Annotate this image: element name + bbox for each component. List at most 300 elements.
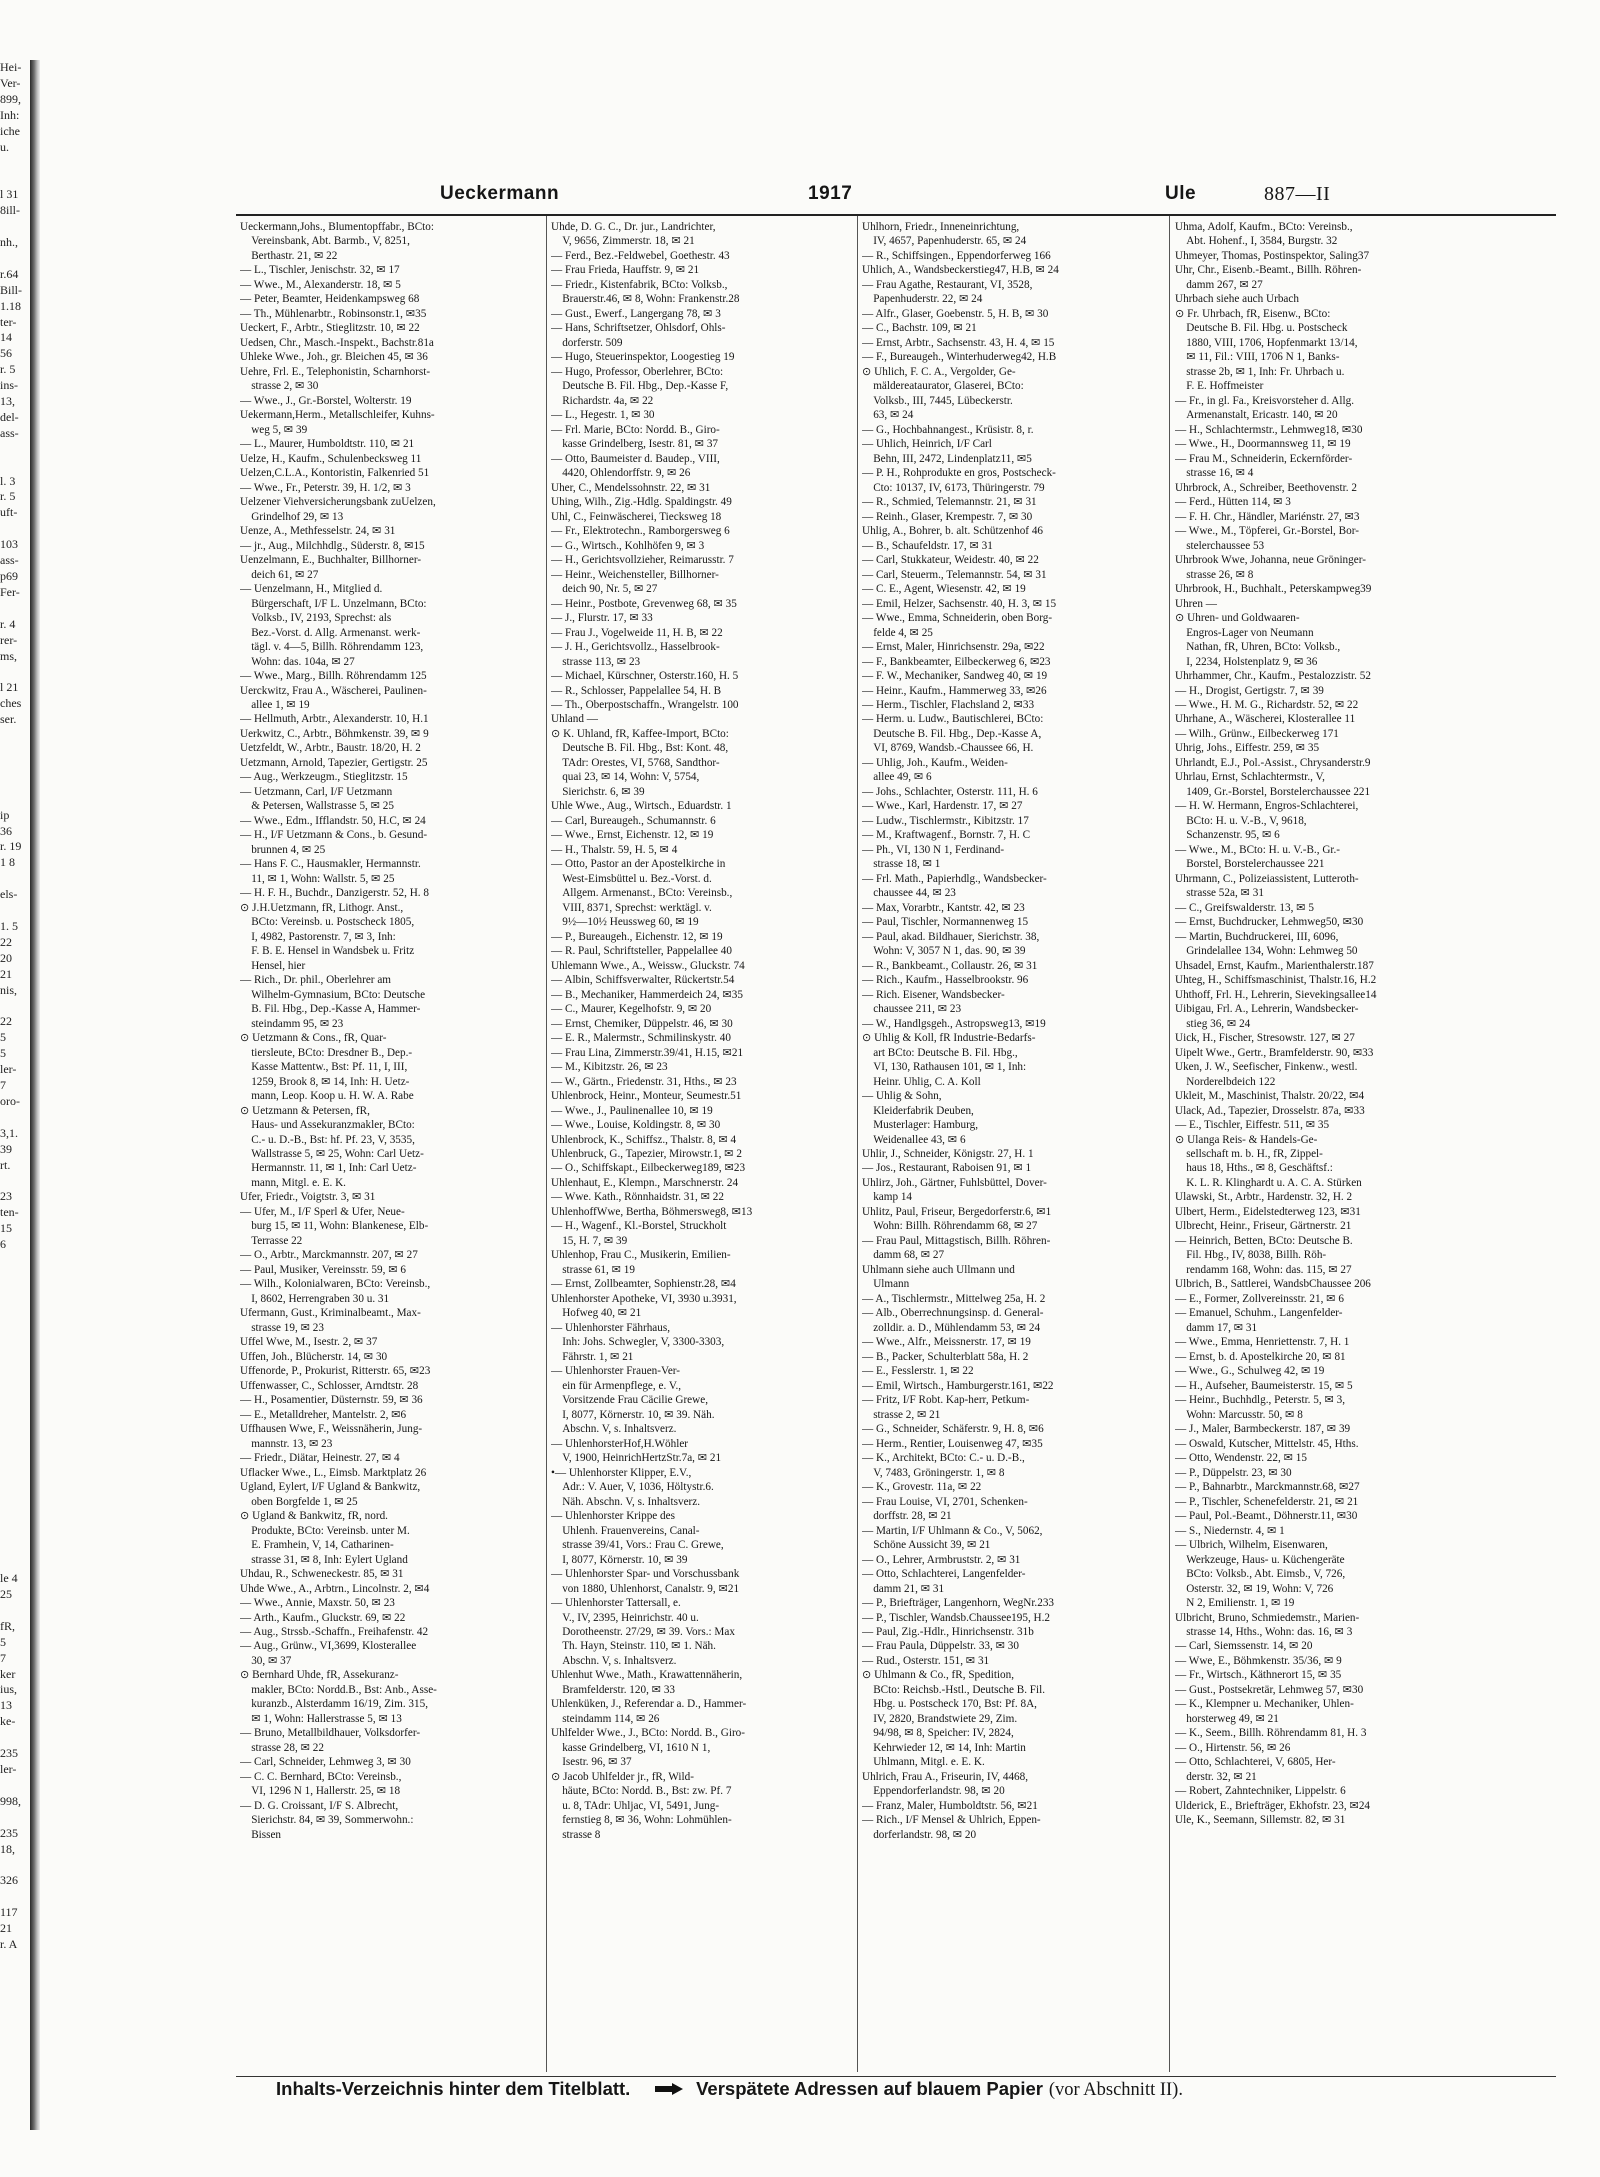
entry-continuation-line: Abschn. V, s. Inhaltsverz.	[551, 1423, 677, 1436]
entry-continuation-line: Bramfelderstr. 120, ✉ 33	[551, 1683, 676, 1696]
remnant-text-fragment: 23	[0, 1189, 12, 1204]
remnant-text-fragment	[0, 728, 30, 744]
entry-continuation-line: fernstieg 8, ✉ 36, Wohn: Lohmühlen-	[551, 1814, 732, 1827]
entry-continuation-line: stieg 36, ✉ 24	[1175, 1017, 1251, 1030]
directory-entry-line: — G., Schneider, Schäferstr. 9, H. 8, ✉6	[862, 1423, 1044, 1436]
remnant-text-fragment	[0, 251, 30, 267]
remnant-text-fragment: l. 3	[0, 473, 16, 488]
remnant-text-fragment: r. 19	[0, 839, 22, 854]
remnant-text-fragment	[0, 1317, 30, 1333]
directory-entry-line: Uibigau, Frl. A., Lehrerin, Wandsbecker-	[1175, 1003, 1359, 1016]
entry-continuation-line: 30, ✉ 37	[240, 1654, 292, 1667]
directory-entry-line: Uhrhane, A., Wäscherei, Klosterallee 11	[1175, 713, 1356, 726]
remnant-text-fragment: ler-	[0, 1062, 17, 1077]
directory-entry-line: Uhlrich, Frau A., Friseurin, IV, 4468,	[862, 1770, 1029, 1783]
directory-entry-line: — Paul, Tischler, Normannenweg 15	[862, 916, 1029, 929]
remnant-text-fragment: 103	[0, 537, 18, 552]
entry-continuation-line: strasse 2, ✉ 30	[240, 380, 319, 393]
remnant-text-fragment: ler-	[0, 1761, 17, 1776]
directory-entry-line: — Wwe., Louise, Koldingstr. 8, ✉ 30	[551, 1119, 721, 1132]
directory-entry-line: — E., Fesslerstr. 1, ✉ 22	[862, 1365, 974, 1378]
remnant-text-fragment: 1.18	[0, 298, 21, 313]
directory-entry-line: ⊙ Ugland & Bankwitz, fR, nord.	[240, 1510, 388, 1523]
remnant-text-fragment: ip	[0, 807, 10, 822]
directory-entry-line: — C. C. Bernhard, BCto: Vereinsb.,	[240, 1770, 402, 1783]
remnant-text-fragment	[0, 1396, 30, 1412]
directory-entry-line: — Fr., Wirtsch., Käthnerort 15, ✉ 35	[1175, 1669, 1342, 1682]
remnant-text-fragment: 7	[0, 1078, 6, 1092]
directory-entry-line: — Herm., Tischler, Flachsland 2, ✉33	[862, 698, 1035, 711]
remnant-text-fragment: del-	[0, 409, 19, 424]
directory-entry-line: Ulbricht, Bruno, Schmiedemstr., Marien-	[1175, 1611, 1360, 1624]
directory-entry-line: ⊙ Uhlmann & Co., fR, Spedition,	[862, 1669, 1015, 1682]
entry-continuation-line: Berthastr. 21, ✉ 22	[240, 249, 338, 262]
entry-continuation-line: Brauerstr.46, ✉ 8, Wohn: Frankenstr.28	[551, 293, 740, 306]
remnant-text-fragment: 22	[0, 934, 12, 949]
entry-continuation-line: strasse 19, ✉ 23	[240, 1321, 324, 1334]
remnant-text-fragment: 1 8	[0, 855, 15, 870]
entry-continuation-line: Hensel, hier	[240, 959, 306, 972]
footer-notice	[276, 2078, 1576, 2106]
directory-entry-line: — Ernst, b. d. Apostelkirche 20, ✉ 81	[1175, 1350, 1346, 1363]
directory-entry-line: — P., Bahnarbtr., Marckmannstr.68, ✉27	[1175, 1481, 1360, 1494]
entry-continuation-line: deich 61, ✉ 27	[240, 568, 319, 581]
directory-entry-line: — K., Architekt, BCto: C.- u. D.-B.,	[862, 1452, 1025, 1465]
directory-entry-line: Uffen, Joh., Blücherstr. 14, ✉ 30	[240, 1350, 388, 1363]
entry-continuation-line: BCto: Volksb., Abt. Eimsb., V, 726,	[1175, 1568, 1346, 1581]
entry-continuation-line: 9½—10½ Heussweg 60, ✉ 19	[551, 916, 699, 929]
remnant-text-fragment: 22	[0, 1014, 12, 1029]
directory-entry-line: Uhren —	[1175, 597, 1217, 610]
entry-continuation-line: chaussee 211, ✉ 23	[862, 1003, 962, 1016]
directory-entry-line: — Johs., Schlachter, Osterstr. 111, H. 6	[862, 785, 1038, 798]
directory-entry-line: — Aug., Grünw., VI,3699, Klosterallee	[240, 1640, 417, 1653]
directory-entry-line: — P., Tischler, Schenefelderstr. 21, ✉ 21	[1175, 1495, 1359, 1508]
directory-entry-line: — Arth., Kaufm., Gluckstr. 69, ✉ 22	[240, 1611, 406, 1624]
directory-entry-line: — W., Gärtn., Friedenstr. 31, Hths., ✉ 23	[551, 1075, 737, 1088]
directory-entry-line: Ulderick, E., Briefträger, Ekhofstr. 23, ✉24	[1175, 1799, 1371, 1812]
directory-entry-line: ⊙ Bernhard Uhde, fR, Assekuranz-	[240, 1669, 399, 1682]
directory-entry-line: — Ufer, M., I/F Sperl & Ufer, Neue-	[240, 1205, 405, 1218]
directory-entry-line: — Frau Paula, Düppelstr. 33, ✉ 30	[862, 1640, 1019, 1653]
directory-entry-line: — Frau J., Vogelweide 11, H. B, ✉ 22	[551, 626, 723, 639]
directory-entry-line: — Wwe., H., Doormannsweg 11, ✉ 19	[1175, 438, 1351, 451]
remnant-text-fragment: 998,	[0, 1793, 21, 1808]
directory-entry-line: — B., Schaufeldstr. 17, ✉ 31	[862, 539, 993, 552]
entry-continuation-line: tiersleute, BCto: Dresdner B., Dep.-	[240, 1046, 413, 1059]
remnant-text-fragment: r. A	[0, 1936, 18, 1951]
entry-continuation-line: I, 8602, Herrengraben 30 u. 31	[240, 1292, 390, 1305]
directory-entry-line: — Wwe., Emma, Henriettenstr. 7, H. 1	[1175, 1336, 1350, 1349]
directory-entry-line: Ueckermann,Johs., Blumentopffabr., BCto:	[240, 221, 434, 233]
directory-entry-line: Uenzelmann, E., Buchhalter, Billhorner-	[240, 554, 422, 567]
entry-continuation-line: Inh: Johs. Schwegler, V, 3300-3303,	[551, 1336, 725, 1349]
remnant-text-fragment	[0, 1412, 30, 1428]
page-gutter	[30, 60, 40, 2130]
directory-entry-line: — Aug., Werkzeugm., Stieglitzstr. 15	[240, 771, 408, 784]
directory-entry-line: Uhrmann, C., Polizeiassistent, Lutteroth-	[1175, 872, 1359, 885]
entry-continuation-line: ein für Armenpflege, e. V.,	[551, 1379, 682, 1392]
directory-entry-line: — Th., Mühlenarbtr., Robinsonstr.1, ✉35	[240, 307, 427, 320]
directory-entry-line: Uhl, C., Feinwäscherei, Tiecksweg 18	[551, 510, 722, 523]
directory-entry-line: Uhlmann siehe auch Ullmann und	[862, 1263, 1015, 1276]
directory-entry-line: Ulbrich, B., Sattlerei, WandsbChaussee 206	[1175, 1278, 1371, 1291]
entry-continuation-line: Bürgerschaft, I/F L. Unzelmann, BCto:	[240, 597, 427, 610]
directory-entry-line: — O., Hirtenstr. 56, ✉ 26	[1175, 1741, 1291, 1754]
entry-continuation-line: haus 18, Hths., ✉ 8, Geschäftsf.:	[1175, 1162, 1333, 1175]
directory-entry-line: — C., Bachstr. 109, ✉ 21	[862, 322, 977, 335]
directory-entry-line: Uhde Wwe., A., Arbtrn., Lincolnstr. 2, ✉4	[240, 1582, 430, 1595]
directory-entry-line: — Wwe., Fr., Peterstr. 39, H. 1/2, ✉ 3	[240, 481, 411, 494]
directory-entry-line: Uhland —	[551, 713, 598, 726]
remnant-text-fragment: ke-	[0, 1714, 16, 1729]
remnant-text-fragment: oro-	[0, 1093, 20, 1108]
directory-entry-line: — R., Schmied, Telemannstr. 21, ✉ 31	[862, 496, 1037, 509]
directory-entry-line: — R. Paul, Schriftsteller, Pappelallee 40	[551, 945, 732, 958]
directory-entry-line: — Wwe., Marg., Billh. Röhrendamm 125	[240, 670, 427, 683]
directory-entry-line: — Fritz, I/F Robt. Kap-herr, Petkum-	[862, 1394, 1030, 1407]
directory-entry-line: — Ernst, Chemiker, Düppelstr. 46, ✉ 30	[551, 1017, 733, 1030]
directory-entry-line: — Wwe., J., Gr.-Borstel, Wolterstr. 19	[240, 394, 412, 407]
directory-entry-line: — D. G. Croissant, I/F S. Albrecht,	[240, 1799, 399, 1812]
remnant-text-fragment: ter-	[0, 314, 17, 329]
directory-entry-line: — Friedr., Diätar, Heinestr. 27, ✉ 4	[240, 1452, 400, 1465]
column-divider	[546, 216, 547, 2072]
remnant-text-fragment: 20	[0, 950, 12, 965]
directory-entry-line: Uhlitz, Paul, Friseur, Bergedorferstr.6, ✉1	[862, 1205, 1052, 1218]
directory-entry-line: — L., Maurer, Humboldtstr. 110, ✉ 21	[240, 438, 415, 451]
directory-entry-line: — P., Tischler, Wandsb.Chaussee195, H.2	[862, 1611, 1051, 1624]
directory-entry-line: Uhrlandt, E.J., Pol.-Assist., Chrysanderstr.9	[1175, 756, 1371, 769]
entry-continuation-line: strasse 14, Hths., Wohn: das. 16, ✉ 3	[1175, 1625, 1353, 1638]
directory-entry-line: — Rich., Dr. phil., Oberlehrer am	[240, 974, 391, 987]
directory-entry-line: — C. E., Agent, Wiesenstr. 42, ✉ 19	[862, 583, 1026, 596]
directory-entry-line: — Paul, akad. Bildhauer, Sierichstr. 38,	[862, 930, 1040, 943]
directory-entry-line: Uhrlau, Ernst, Schlachtermstr., V,	[1175, 771, 1325, 784]
directory-entry-line: Uffel Wwe, M., Isestr. 2, ✉ 37	[240, 1336, 378, 1349]
remnant-text-fragment	[0, 1730, 30, 1746]
directory-entry-line: Uhlenhaut, E., Klempn., Marschnerstr. 24	[551, 1176, 739, 1189]
entry-continuation-line: kamp 14	[862, 1191, 913, 1204]
directory-entry-line: — H., Posamentier, Düsternstr. 59, ✉ 36	[240, 1394, 423, 1407]
footer-index-note: Inhalts-Verzeichnis hinter dem Titelblatt.	[276, 2078, 631, 2099]
directory-entry-line: — B., Packer, Schulterblatt 58a, H. 2	[862, 1350, 1029, 1363]
entry-continuation-line: strasse 31, ✉ 8, Inh: Eylert Ugland	[240, 1553, 408, 1566]
remnant-text-fragment	[0, 998, 30, 1014]
directory-entry-line: — M., Kibitzstr. 26, ✉ 23	[551, 1061, 668, 1074]
remnant-text-fragment: Inh:	[0, 107, 20, 122]
remnant-text-fragment	[0, 601, 30, 617]
directory-entry-line: — G., Hochbahnangest., Krüsistr. 8, r.	[862, 423, 1034, 436]
remnant-text-fragment	[0, 1428, 30, 1444]
directory-entry-line: — Bruno, Metallbildhauer, Volksdorfer-	[240, 1727, 421, 1740]
entry-continuation-line: Allgem. Armenanst., BCto: Vereinsb.,	[551, 887, 733, 900]
entry-continuation-line: VI, 1296 N 1, Hallerstr. 25, ✉ 18	[240, 1785, 401, 1798]
remnant-text-fragment	[0, 1810, 30, 1826]
remnant-text-fragment	[0, 1348, 30, 1364]
entry-continuation-line: Sierichstr. 84, ✉ 39, Sommerwohn.:	[240, 1814, 414, 1827]
entry-continuation-line: 1259, Brook 8, ✉ 14, Inh: H. Uetz-	[240, 1075, 410, 1088]
entry-continuation-line: derstr. 32, ✉ 21	[1175, 1770, 1257, 1783]
directory-entry-line: Ufermann, Gust., Kriminalbeamt., Max-	[240, 1307, 421, 1320]
directory-entry-line: — F. W., Mechaniker, Sandweg 40, ✉ 19	[862, 670, 1048, 683]
remnant-text-fragment	[0, 1523, 30, 1539]
remnant-text-fragment	[0, 871, 30, 887]
entry-continuation-line: kuranzb., Alsterdamm 16/19, Zim. 315,	[240, 1698, 428, 1711]
directory-entry-line: — UhlenhorsterHof,H.Wöhler	[551, 1437, 689, 1450]
entry-continuation-line: strasse 39/41, Vors.: Frau C. Grewe,	[551, 1539, 724, 1552]
remnant-text-fragment	[0, 744, 30, 760]
directory-entry-line: — Paul, Musiker, Vereinsstr. 59, ✉ 6	[240, 1263, 406, 1276]
remnant-text-fragment: r. 5	[0, 489, 16, 504]
directory-entry-line: — Fr., Elektrotechn., Ramborgersweg 6	[551, 525, 730, 538]
directory-entry-line: — Otto, Wendenstr. 22, ✉ 15	[1175, 1452, 1307, 1465]
remnant-text-fragment	[0, 1380, 30, 1396]
entry-continuation-line: Weidenallee 43, ✉ 6	[862, 1133, 966, 1146]
entry-continuation-line: V, 9656, Zimmerstr. 18, ✉ 21	[551, 235, 695, 248]
entry-continuation-line: Hofweg 40, ✉ 21	[551, 1307, 642, 1320]
directory-entry-line: Uhlenbruck, G., Tapezier, Mirowstr.1, ✉ 2	[551, 1148, 742, 1160]
remnant-text-fragment	[0, 1603, 30, 1619]
directory-entry-line: — P., Düppelstr. 23, ✉ 30	[1175, 1466, 1292, 1479]
remnant-text-fragment	[0, 1364, 30, 1380]
directory-entry-line: — Frau Frieda, Hauffstr. 9, ✉ 21	[551, 264, 700, 277]
entry-continuation-line: Richardstr. 4a, ✉ 22	[551, 394, 654, 407]
entry-continuation-line: Borstel, Borstelerchaussee 221	[1175, 858, 1325, 871]
directory-entry-line: Uhlenbrock, K., Schiffsz., Thalstr. 8, ✉ 4	[551, 1133, 737, 1146]
remnant-text-fragment: u.	[0, 139, 9, 154]
directory-entry-line: — J., Flurstr. 17, ✉ 33	[551, 612, 653, 625]
directory-entry-line: Uhlig, A., Bohrer, b. alt. Schützenhof 46	[862, 525, 1044, 538]
entry-continuation-line: mann, Leop. Koop u. H. W. A. Rabe	[240, 1090, 414, 1103]
directory-entry-line: — Ernst, Arbtr., Sachsenstr. 43, H. 4, ✉ 15	[862, 336, 1055, 349]
remnant-text-fragment	[0, 1539, 30, 1555]
directory-entry-line: Uelzen,C.L.A., Kontoristin, Falkenried 51	[240, 467, 430, 480]
directory-entry-line: — J., Maler, Barmbeckerstr. 187, ✉ 39	[1175, 1423, 1351, 1436]
directory-entry-line: — Wilh., Grünw., Eilbeckerweg 171	[1175, 727, 1339, 740]
remnant-text-fragment: Fer-	[0, 584, 20, 599]
entry-continuation-line: Kleiderfabrik Deuben,	[862, 1104, 974, 1117]
remnant-text-fragment: 899,	[0, 91, 21, 106]
directory-entry-line: — Paul, Pol.-Beamt., Döhnerstr.11, ✉30	[1175, 1510, 1358, 1523]
directory-entry-line: Ueckert, F., Arbtr., Stieglitzstr. 10, ✉ 22	[240, 322, 420, 335]
entry-continuation-line: dorferlandstr. 98, ✉ 20	[862, 1828, 977, 1841]
directory-column-1	[240, 220, 540, 2075]
remnant-text-fragment	[0, 1444, 30, 1460]
entry-continuation-line: zolldir. a. D., Mühlendamm 53, ✉ 24	[862, 1321, 1041, 1334]
entry-continuation-line: oben Borgfelde 1, ✉ 25	[240, 1495, 358, 1508]
directory-entry-line: Ulbrecht, Heinr., Friseur, Gärtnerstr. 21	[1175, 1220, 1352, 1233]
directory-entry-line: — Martin, I/F Uhlmann & Co., V, 5062,	[862, 1524, 1043, 1537]
entry-continuation-line: Deutsche B. Fil. Hbg., Dep.-Kasse F,	[551, 380, 729, 393]
directory-entry-line: Uetzfeldt, W., Arbtr., Baustr. 18/20, H. 2	[240, 742, 421, 755]
directory-entry-line: Uhlenhop, Frau C., Musikerin, Emilien-	[551, 1249, 731, 1262]
remnant-text-fragment: 8ill-	[0, 203, 20, 218]
header-year: 1917	[808, 183, 853, 204]
directory-entry-line: — H., Gerichtsvollzieher, Reimarusstr. 7	[551, 554, 734, 567]
directory-entry-line: — Herm. u. Ludw., Bautischlerei, BCto:	[862, 713, 1044, 726]
directory-entry-line: Uhmeyer, Thomas, Postinspektor, Saling37	[1175, 249, 1370, 262]
directory-entry-line: — Ferd., Bez.-Feldwebel, Goethestr. 43	[551, 249, 730, 262]
directory-entry-line: Uelze, H., Kaufm., Schulenbecksweg 11	[240, 452, 422, 465]
directory-entry-line: Uhrbrook, H., Buchhalt., Peterskampweg39	[1175, 583, 1372, 596]
remnant-text-fragment: 235	[0, 1825, 18, 1840]
directory-entry-line: Ufer, Friedr., Voigtstr. 3, ✉ 31	[240, 1191, 376, 1204]
remnant-text-fragment: l 31	[0, 187, 19, 202]
directory-entry-line: — Albin, Schiffsverwalter, Rückertstr.54	[551, 974, 735, 987]
entry-continuation-line: Eppendorferlandstr. 98, ✉ 20	[862, 1785, 1005, 1798]
entry-continuation-line: 1880, VIII, 1706, Hopfenmarkt 13/14,	[1175, 336, 1358, 349]
directory-entry-line: ⊙ Jacob Uhlfelder jr., fR, Wild-	[551, 1770, 694, 1783]
remnant-text-fragment	[0, 1857, 30, 1873]
remnant-text-fragment: 21	[0, 966, 12, 981]
footer-rule	[236, 2076, 1556, 2077]
directory-entry-line: Uhlenküken, J., Referendar a. D., Hammer-	[551, 1698, 747, 1711]
directory-column-2	[551, 220, 851, 2075]
remnant-text-fragment	[0, 219, 30, 235]
entry-continuation-line: Osterstr. 32, ✉ 19, Wohn: V, 726	[1175, 1582, 1334, 1595]
entry-continuation-line: allee 49, ✉ 6	[862, 771, 932, 784]
header-rule	[236, 214, 1556, 216]
entry-continuation-line: Th. Hayn, Steinstr. 110, ✉ 1. Näh.	[551, 1640, 716, 1653]
entry-continuation-line: K. L. R. Klinghardt u. A. C. A. Stürken	[1175, 1176, 1362, 1189]
directory-entry-line: ⊙ Uhren- und Goldwaaren-	[1175, 612, 1300, 625]
entry-continuation-line: Papenhuderstr. 22, ✉ 24	[862, 293, 983, 306]
directory-entry-line: Uhrhammer, Chr., Kaufm., Pestalozzistr. 52	[1175, 670, 1371, 683]
directory-entry-line: — E. R., Malermstr., Schmilinskystr. 40	[551, 1032, 731, 1045]
directory-entry-line: — Uhlig & Sohn,	[862, 1090, 942, 1103]
directory-entry-line: — Wwe., Alfr., Meissnerstr. 17, ✉ 19	[862, 1336, 1031, 1349]
remnant-text-fragment: 14	[0, 330, 12, 345]
directory-entry-line: — Wilh., Kolonialwaren, BCto: Vereinsb.,	[240, 1278, 431, 1291]
entry-continuation-line: Näh. Abschn. V, s. Inhaltsverz.	[551, 1495, 701, 1508]
remnant-text-fragment: ten-	[0, 1205, 19, 1220]
entry-continuation-line: 4420, Ohlendorffstr. 9, ✉ 26	[551, 467, 691, 480]
header-last-name: Ule	[1165, 183, 1197, 204]
remnant-text-fragment: fR,	[0, 1618, 15, 1633]
remnant-text-fragment: 326	[0, 1873, 18, 1888]
remnant-text-fragment: 7	[0, 1650, 6, 1665]
directory-entry-line: — Uhlenhorster Frauen-Ver-	[551, 1365, 681, 1378]
entry-continuation-line: N 2, Emilienstr. 1, ✉ 19	[1175, 1597, 1295, 1610]
entry-continuation-line: Grindelallee 134, Wohn: Lehmweg 50	[1175, 945, 1358, 958]
running-header	[260, 183, 1560, 207]
directory-entry-line: — O., Arbtr., Marckmannstr. 207, ✉ 27	[240, 1249, 418, 1262]
directory-entry-line: — Carl, Bureaugeh., Schumannstr. 6	[551, 814, 716, 827]
directory-entry-line: — Ernst, Buchdrucker, Lehmweg50, ✉30	[1175, 916, 1364, 929]
directory-entry-line: — Rich., Kaufm., Hasselbrookstr. 96	[862, 974, 1029, 987]
entry-continuation-line: Kehrwieder 12, ✉ 14, Inh: Martin	[862, 1741, 1026, 1754]
entry-continuation-line: steindamm 95, ✉ 23	[240, 1017, 344, 1030]
entry-continuation-line: Behn, III, 2472, Lindenplatz11, ✉5	[862, 452, 1032, 465]
directory-entry-line: — Uhlig, Joh., Kaufm., Weiden-	[862, 756, 1008, 769]
entry-continuation-line: 11, ✉ 1, Wohn: Wallstr. 5, ✉ 25	[240, 872, 395, 885]
directory-entry-line: — Uetzmann, Carl, I/F Uetzmann	[240, 785, 393, 798]
directory-entry-line: — H., Wagenf., Kl.-Borstel, Struckholt	[551, 1220, 727, 1233]
directory-entry-line: — L., Tischler, Jenischstr. 32, ✉ 17	[240, 264, 400, 277]
directory-entry-line: — Fr., in gl. Fa., Kreisvorsteher d. Allg.	[1175, 394, 1354, 407]
directory-entry-line: — Wwe., Annie, Maxstr. 50, ✉ 23	[240, 1597, 395, 1610]
directory-entry-line: Ugland, Eylert, I/F Ugland & Bankwitz,	[240, 1481, 421, 1494]
remnant-text-fragment	[0, 1555, 30, 1571]
directory-entry-line: Uhlenhut Wwe., Math., Krawattennäherin,	[551, 1669, 743, 1682]
directory-entry-line: — K., Seem., Billh. Röhrendamm 81, H. 3	[1175, 1727, 1367, 1740]
directory-entry-line: Uhing, Wilh., Zig.-Hdlg. Spaldingstr. 49	[551, 496, 732, 509]
directory-entry-line: — Robert, Zahntechniker, Lippelstr. 6	[1175, 1785, 1346, 1798]
remnant-text-fragment: ius,	[0, 1682, 18, 1697]
directory-entry-line: — Wwe., G., Schulweg 42, ✉ 19	[1175, 1365, 1325, 1378]
directory-entry-line: — Wwe., Edm., Ifflandstr. 50, H.C, ✉ 24	[240, 814, 426, 827]
entry-continuation-line: 15, H. 7, ✉ 39	[551, 1234, 628, 1247]
remnant-text-fragment	[0, 1507, 30, 1523]
directory-entry-line: — Herm., Rentier, Louisenweg 47, ✉35	[862, 1437, 1043, 1450]
remnant-text-fragment	[0, 1173, 30, 1189]
remnant-text-fragment: l 21	[0, 680, 19, 695]
entry-continuation-line: brunnen 4, ✉ 25	[240, 843, 326, 856]
entry-continuation-line: chaussee 44, ✉ 23	[862, 887, 956, 900]
directory-entry-line: Uhlhorn, Friedr., Inneneinrichtung,	[862, 221, 1020, 233]
remnant-text-fragment	[0, 1269, 30, 1285]
entry-continuation-line: Produkte, BCto: Vereinsb. unter M.	[240, 1524, 410, 1537]
directory-entry-line: — Frl. Math., Papierhdlg., Wandsbecker-	[862, 872, 1047, 885]
directory-entry-line: — Frl. Marie, BCto: Nordd. B., Giro-	[551, 423, 720, 436]
remnant-text-fragment: 18,	[0, 1841, 15, 1856]
directory-entry-line: — Heinrich, Betten, BCto: Deutsche B.	[1175, 1234, 1353, 1247]
remnant-text-fragment	[0, 760, 30, 776]
entry-continuation-line: Bez.-Vorst. d. Allg. Armenanst. werk-	[240, 626, 421, 639]
entry-continuation-line: VIII, 8371, Sprechst: werktägl. v.	[551, 901, 712, 914]
entry-continuation-line: Abschn. V, s. Inhaltsverz.	[551, 1654, 677, 1667]
directory-entry-line: Uerckwitz, Frau A., Wäscherei, Paulinen-	[240, 684, 427, 697]
entry-continuation-line: West-Eimsbüttel u. Bez.-Vorst. d.	[551, 872, 712, 885]
directory-entry-line: Uick, H., Fischer, Stresowstr. 127, ✉ 27	[1175, 1032, 1355, 1045]
directory-entry-line: Ukleit, M., Maschinist, Thalstr. 20/22, ✉4	[1175, 1090, 1365, 1103]
directory-entry-line: — Uhlenhorster Fährhaus,	[551, 1321, 670, 1334]
entry-continuation-line: felde 4, ✉ 25	[862, 626, 933, 639]
entry-continuation-line: Armenanstalt, Ericastr. 140, ✉ 20	[1175, 409, 1338, 422]
directory-entry-line: Uhleke Wwe., Joh., gr. Bleichen 45, ✉ 36	[240, 351, 428, 364]
directory-entry-line: Uhlfelder Wwe., J., BCto: Nordd. B., Giro-	[551, 1727, 745, 1740]
directory-entry-line: — Jos., Restaurant, Raboisen 91, ✉ 1	[862, 1162, 1032, 1175]
directory-entry-line: — Hans F. C., Hausmakler, Hermannstr.	[240, 858, 421, 871]
footer-section-ref: (vor Abschnitt II).	[1048, 2080, 1183, 2100]
entry-continuation-line: Dorotheenstr. 27/29, ✉ 39. Vors.: Max	[551, 1625, 735, 1638]
remnant-text-fragment	[0, 1333, 30, 1349]
previous-page-remnant	[0, 60, 30, 2090]
entry-continuation-line: Vorsitzende Frau Cäcilie Grewe,	[551, 1394, 708, 1407]
remnant-text-fragment: 21	[0, 1921, 12, 1936]
directory-entry-line: Uhlenbrock, Heinr., Monteur, Seumestr.51	[551, 1090, 742, 1103]
remnant-text-fragment	[0, 1460, 30, 1476]
directory-entry-line: — Heinr., Weichensteller, Billhorner-	[551, 568, 719, 581]
directory-entry-line: ⊙ Ulanga Reis- & Handels-Ge-	[1175, 1133, 1318, 1146]
entry-continuation-line: IV, 2820, Brandstwiete 29, Zim.	[862, 1712, 1018, 1725]
remnant-text-fragment	[0, 1492, 30, 1508]
entry-continuation-line: rendamm 168, Wohn: das. 115, ✉ 27	[1175, 1263, 1352, 1276]
directory-entry-line: Uenze, A., Methfesselstr. 24, ✉ 31	[240, 525, 396, 538]
entry-continuation-line: kasse Grindelberg, VI, 1610 N 1,	[551, 1741, 711, 1754]
entry-continuation-line: 94/98, ✉ 8, Speicher: IV, 2824,	[862, 1727, 1014, 1740]
directory-entry-line: — C., Greifswalderstr. 13, ✉ 5	[1175, 901, 1314, 914]
entry-continuation-line: Wohn: V, 3057 N 1, das. 90, ✉ 39	[862, 945, 1026, 958]
directory-entry-line: — P., Briefträger, Langenhorn, WegNr.233	[862, 1597, 1055, 1610]
entry-continuation-line: strasse 52a, ✉ 31	[1175, 887, 1264, 900]
remnant-text-fragment: nis,	[0, 982, 18, 997]
directory-entry-line: — F. H. Chr., Händler, Mariénstr. 27, ✉3	[1175, 510, 1360, 523]
remnant-text-fragment	[0, 1253, 30, 1269]
directory-entry-line: ⊙ Fr. Uhrbach, fR, Eisenw., BCto:	[1175, 307, 1331, 320]
directory-entry-line: Uhdau, R., Schweneckestr. 85, ✉ 31	[240, 1568, 404, 1581]
